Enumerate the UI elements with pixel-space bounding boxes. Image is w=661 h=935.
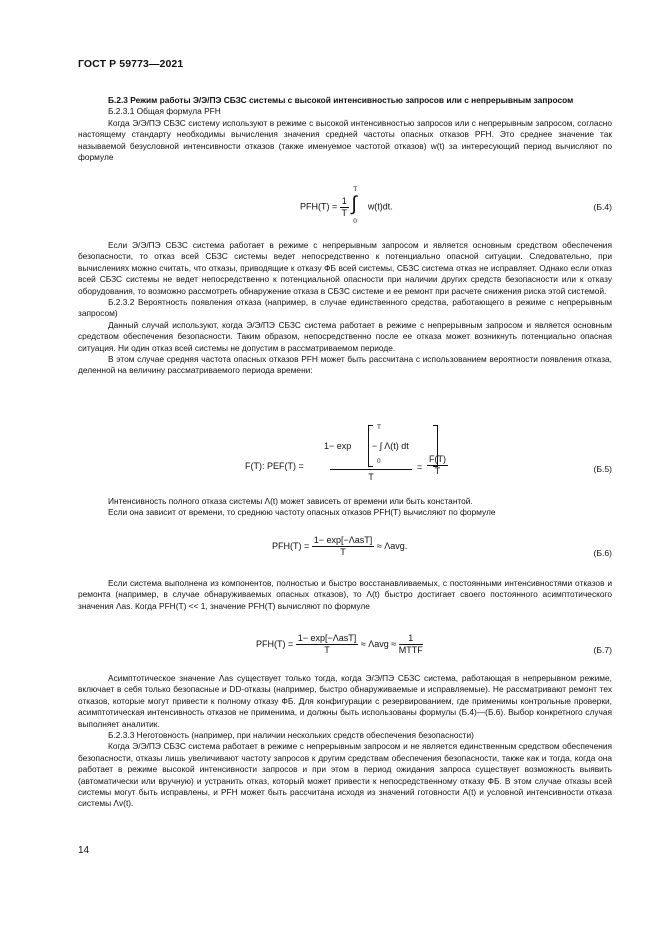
page-number: 14 <box>78 845 90 856</box>
equation-b4: PFH(T) = $\frac{1}{T}$ T ∫ 0 w(t)dt. <box>300 186 393 225</box>
section-b23-unavailability <box>78 673 612 810</box>
equation-number: (Б.6) <box>593 548 612 558</box>
integral-sign: T ∫ 0 <box>351 186 358 225</box>
paragraph: Если Э/Э/ПЭ СБЗС система работает в режиме с непрерывным запросом и является основным средством обеспечения безопасности, то отказ всей СБЗС системы ведет непосредственно к потенциально опасной ситуации. Следовательно, при вычислениях можно считать, что отказы, приводящие к отказу ФБ всей системы, СБЗС система отказ не исправляет. Однако если отказ всей СБЗС системы не ведет непосредственно к потенциальной опасности при наличии других средств безопасности или к отказу оборудования, то возможно рассмотреть обнаружение отказа в СБЗС системе и ее ремонт при расчете снижения риска этой системой. <box>78 240 612 296</box>
equation-b6: PFH(T) = $\frac{\text{1− exp[−ΛasT]}}{T}$ ≈ Λavg. <box>272 535 408 557</box>
section-b23-intro <box>78 95 612 163</box>
subsection-b231: Б.2.3.1 Общая формула PFH <box>108 106 221 117</box>
section-b23-lambda <box>78 496 612 519</box>
section-b23-asymptotic <box>78 578 612 612</box>
subsection-b232: Б.2.3.2 Вероятность появления отказа (например, в случае единственного средства, работающего в режиме с непрерывным запросом) <box>78 297 612 319</box>
paragraph: Когда Э/Э/ПЭ СБЗС систему используют в режиме с высокой интенсивностью запросов или с непрерывным запросом, согласно настоящему стандарту необходимы вычисления значения средней частоты опасных отказов PFH. Это среднее значение так называемой безусловной интенсивности отказов (также именуемое частотой отказов) w(t) за интересующий период вычисляют по формуле <box>78 117 612 163</box>
equation-b7: PFH(T) = $\frac{\text{1− exp[−ΛasT]}}{T}$ ≈ Λavg ≈ $\frac{1}{\text{MTTF}}$ <box>256 633 423 655</box>
equation-number: (Б.7) <box>593 645 612 655</box>
section-title: Б.2.3 Режим работы Э/Э/ПЭ СБЗС системы с высокой интенсивностью запросов или с непрерывным запросом <box>108 95 574 105</box>
paragraph: Интенсивность полного отказа системы Λ(t) может зависеть от времени или быть константой. <box>108 496 473 506</box>
paragraph: Когда Э/Э/ПЭ СБЗС система работает в режиме с непрерывным запросом и не является единственным средством обеспечения безопасности, отказы лишь увеличивают частоту запросов к другим средствам обеспечения безопасности, также как и тогда, когда она работает в режиме высокой интенсивности запросов и при этом в период ожидания запроса существует возможность выявить (автоматически или вручную) и устранить отказ, который может привести к непосредственному отказу ФБ. В этом случае отказы всей системы могут быть исправлены, и PFH может быть рассчитана исходя из значений готовности A(t) и условной интенсивности отказа системы Λv(t). <box>78 741 612 809</box>
subsection-b233: Б.2.3.3 Неготовность (например, при наличии нескольких средств обеспечения безопасности) <box>108 730 474 741</box>
paragraph: Данный случай используют, когда Э/Э/ПЭ СБЗС система работает в режиме с непрерывным запросом и является основным средством обеспечения безопасности. Таким образом, непосредственно после ее отказа может возникнуть потенциально опасная ситуация. Ни один отказ всей системы не допустим в рассматриваемом периоде. <box>78 319 612 353</box>
equation-b5: F(T): PEF(T) = 1− exp T − ∫ Λ(t) dt 0 T = $\frac{F(T)}{T}$ <box>245 424 446 482</box>
paragraph: Асимптотическое значение Λas существует только тогда, когда Э/Э/ПЭ СБЗС система, работающая в непрерывном режиме, включает в себя только безопасные и DD-отказы (например, быстро обнаруживаемые и исправляемые). Не рассматривают ремонт тех отказов, которые могут привести к полному отказу ФБ. Для конфигурации с резервированием, где применимы контрольные проверки, асимптотическая интенсивность отказов не применима, и должны быть использованы формулы (Б.4)—(Б.6). Выбор конкретного случая выполняет аналитик. <box>78 673 612 729</box>
document-header: ГОСТ Р 59773—2021 <box>78 58 184 70</box>
section-b23-body <box>78 240 612 377</box>
paragraph: Если система выполнена из компонентов, полностью и быстро восстанавливаемых, с постоянными интенсивностями отказов и ремонта (например, в случае обнаруживаемых опасных отказов), то Λ(t) быстро достигает своего постоянного асимптотического значения Λas. Когда PFH(T) << 1, значение PFH(T) вычисляют по формуле <box>78 578 612 611</box>
paragraph: Если она зависит от времени, то среднюю частоту опасных отказов PFH(T) вычисляют по формуле <box>108 507 496 518</box>
equation-number: (Б.4) <box>593 202 612 212</box>
paragraph: В этом случае средняя частота опасных отказов PFH может быть рассчитана с использованием вероятности появления отказа, деленной на величину рассматриваемого периода времени: <box>78 354 612 376</box>
equation-number: (Б.5) <box>593 464 612 474</box>
